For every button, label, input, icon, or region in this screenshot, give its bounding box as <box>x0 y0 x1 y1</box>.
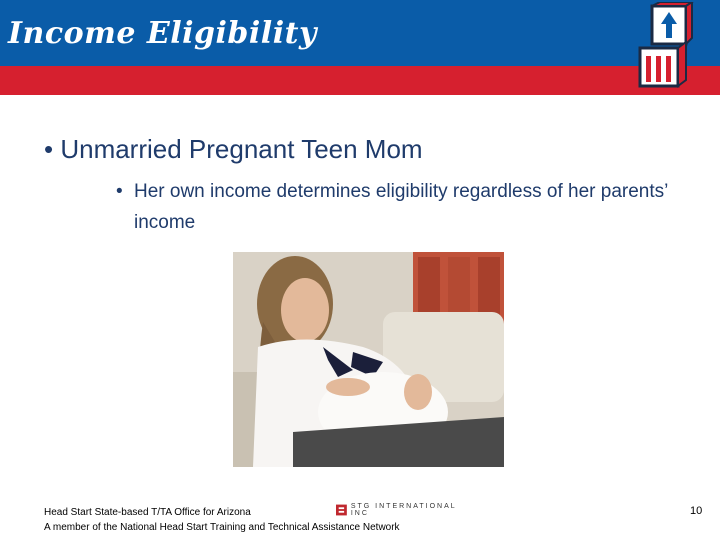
footer-member-text: A member of the National Head Start Training and Technical Assistance Network <box>44 522 400 533</box>
bullet-dot: • <box>116 181 123 202</box>
footer-office-text: Head Start State-based T/TA Office for Arizona <box>44 507 251 518</box>
stg-mark-icon <box>336 504 347 516</box>
pregnant-teen-photo <box>233 252 504 467</box>
bullet-item-1-text: Unmarried Pregnant Teen Mom <box>60 134 423 164</box>
sub-bullet-item-1 <box>116 176 676 238</box>
bullet-item-1 <box>44 134 423 165</box>
sub-bullet-item-1-text: Her own income determines eligibility regardless of her parents’ income <box>134 181 668 233</box>
stg-international-logo <box>336 503 466 517</box>
slide-title: Income Eligibility <box>8 16 317 51</box>
bullet-dot: • <box>44 134 61 164</box>
head-start-blocks-icon <box>634 2 694 90</box>
stg-logo-text: STG INTERNATIONAL INC <box>350 503 457 517</box>
page-number: 10 <box>690 505 703 517</box>
header-band-red <box>0 66 720 95</box>
